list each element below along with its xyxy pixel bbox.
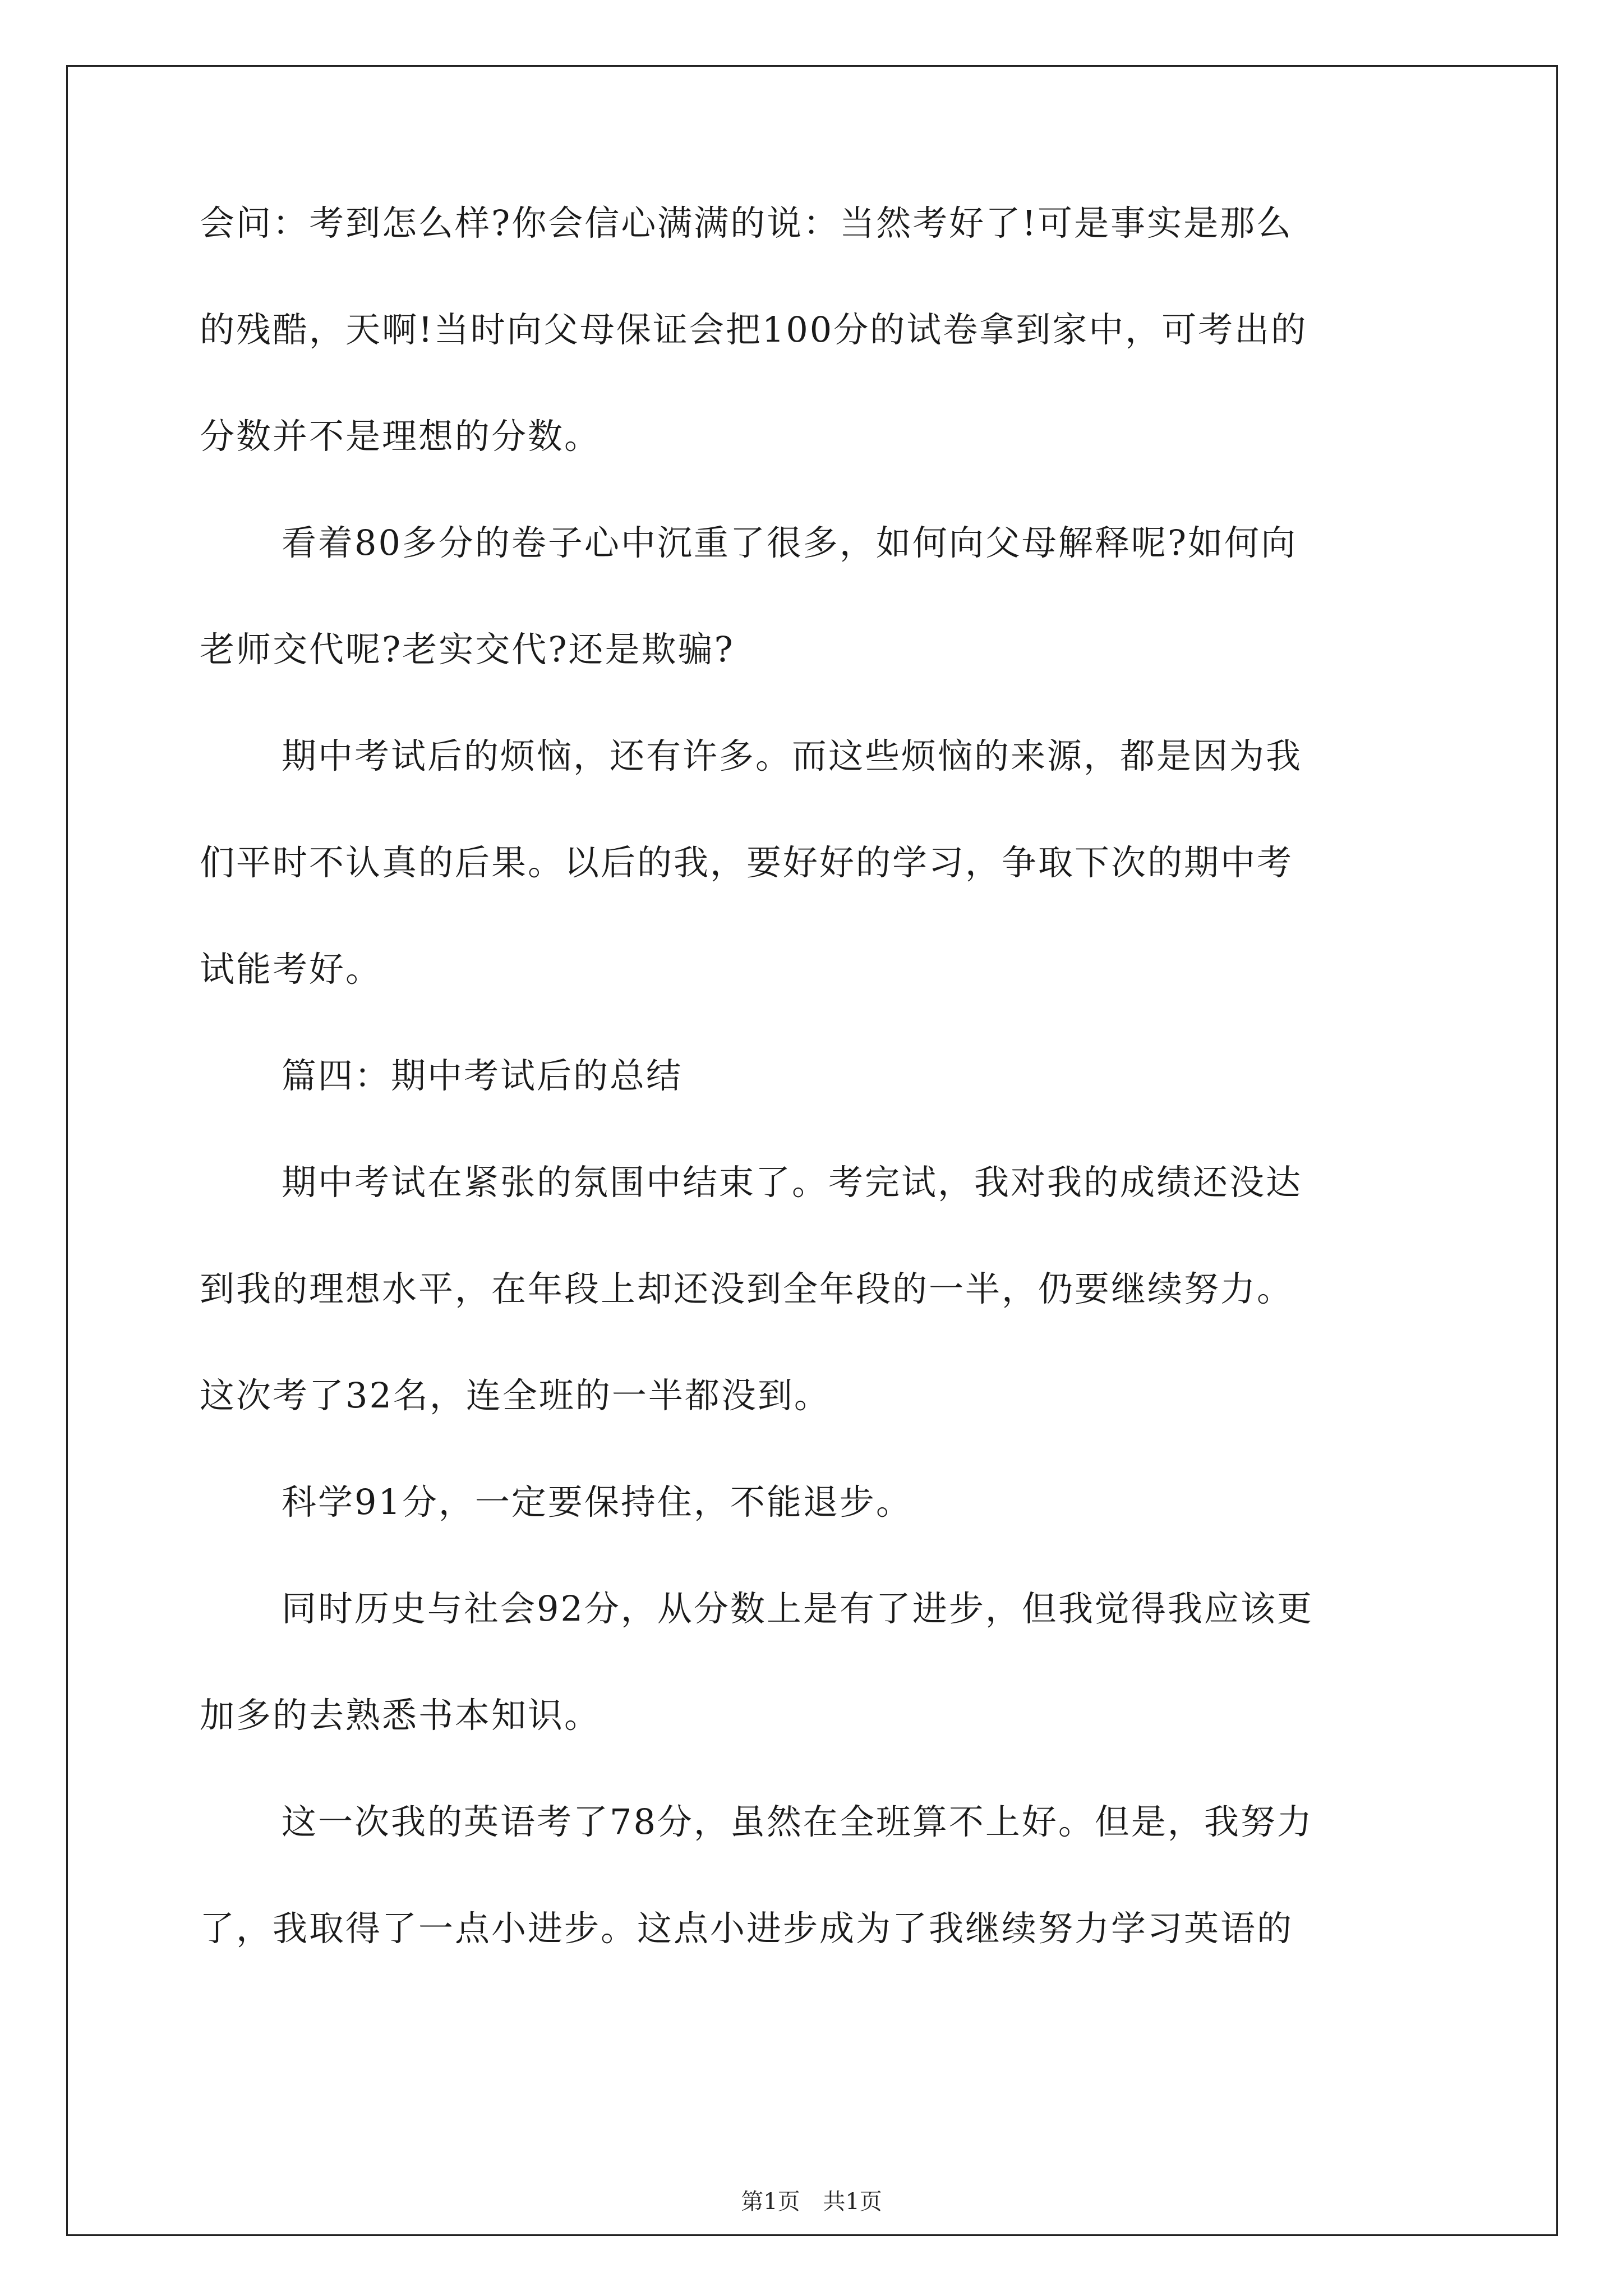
section-heading: 篇四：期中考试后的总结: [282, 1055, 683, 1096]
text-line: 老师交代呢?老实交代?还是欺骗?: [200, 629, 735, 670]
text-line: 期中考试在紧张的氛围中结束了。考完试，我对我的成绩还没达: [282, 1162, 1303, 1203]
text-line: 到我的理想水平，在年段上却还没到全年段的一半，仍要继续努力。: [200, 1268, 1294, 1309]
page-footer: [0, 2188, 1623, 2216]
text-line: 这一次我的英语考了78分，虽然在全班算不上好。但是，我努力: [282, 1801, 1313, 1842]
text-line: 科学91分，一定要保持住，不能退步。: [282, 1481, 912, 1522]
text-line: 期中考试后的烦恼，还有许多。而这些烦恼的来源，都是因为我: [282, 735, 1303, 776]
text-line: 看着80多分的卷子心中沉重了很多，如何向父母解释呢?如何向: [282, 522, 1298, 563]
text-line: 这次考了32名，连全班的一半都没到。: [200, 1375, 831, 1416]
text-line: 分数并不是理想的分数。: [200, 416, 601, 457]
page-total: 共1页: [823, 2189, 882, 2215]
text-line: 的残酷，天啊!当时向父母保证会把100分的试卷拿到家中，可考出的: [200, 309, 1308, 350]
page-number: 第1页: [741, 2189, 800, 2215]
text-line: 试能考好。: [200, 949, 382, 990]
text-line: 会问：考到怎么样?你会信心满满的说：当然考好了!可是事实是那么: [200, 203, 1293, 243]
text-line: 了，我取得了一点小进步。这点小进步成为了我继续努力学习英语的: [200, 1908, 1294, 1949]
text-line: 同时历史与社会92分，从分数上是有了进步，但我觉得我应该更: [282, 1588, 1313, 1629]
text-line: 加多的去熟悉书本知识。: [200, 1695, 601, 1736]
text-line: 们平时不认真的后果。以后的我，要好好的学习，争取下次的期中考: [200, 842, 1294, 883]
